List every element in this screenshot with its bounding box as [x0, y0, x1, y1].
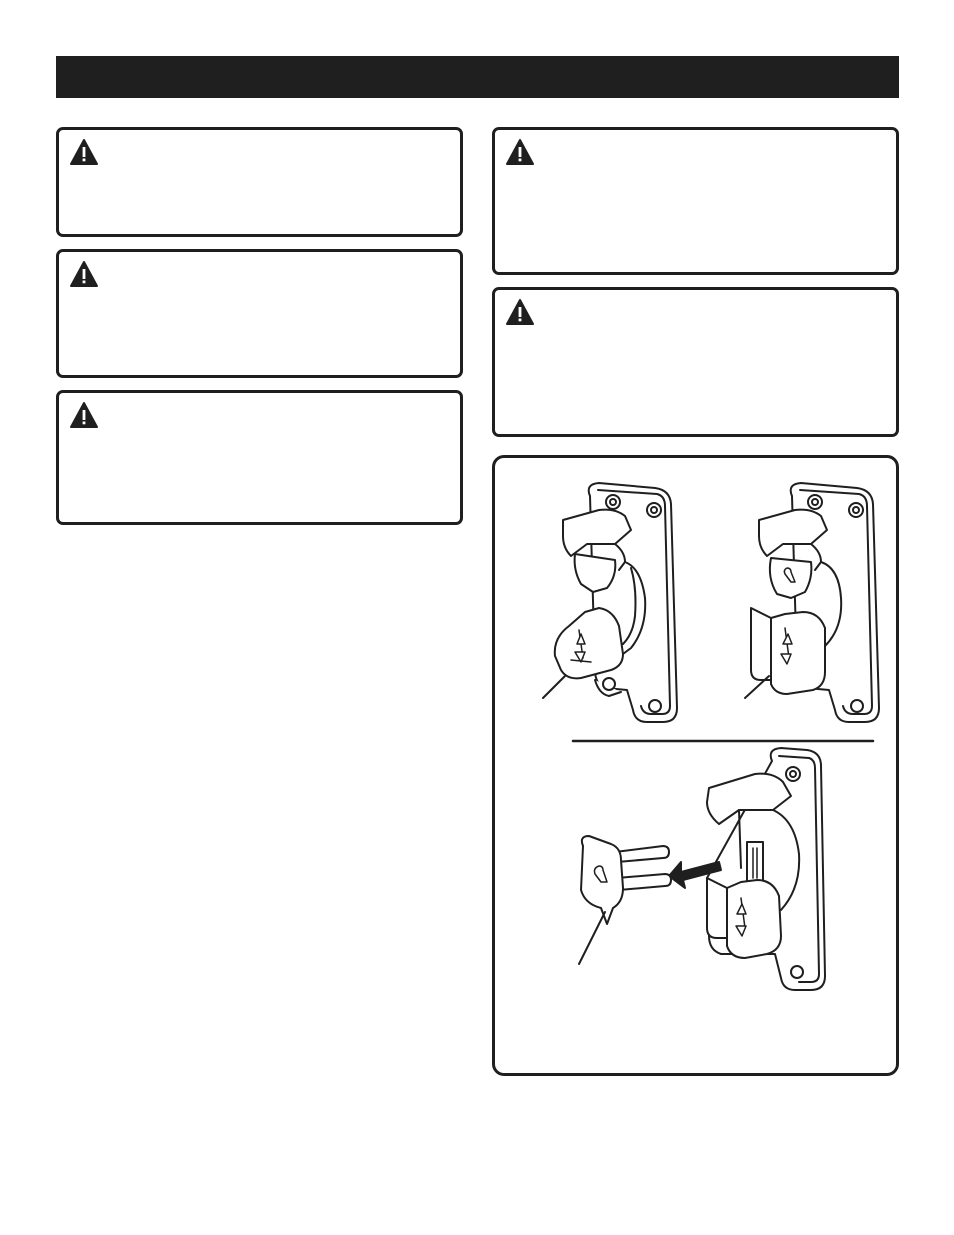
warning-box-5 [492, 287, 899, 437]
key-icon [581, 836, 671, 924]
section-header-bar [56, 56, 899, 98]
warning-triangle-icon [505, 138, 535, 166]
warning-box-3 [56, 390, 463, 525]
warning-triangle-icon [69, 401, 99, 429]
switch-unit-bottom [579, 748, 825, 990]
switch-unit-left [543, 483, 677, 722]
warning-triangle-icon [69, 260, 99, 288]
switch-unit-right [745, 483, 879, 722]
switch-illustration [495, 458, 896, 1073]
warning-box-2 [56, 249, 463, 378]
callout-line [579, 912, 605, 964]
warning-box-1 [56, 127, 463, 237]
warning-triangle-icon [505, 298, 535, 326]
warning-triangle-icon [69, 138, 99, 166]
warning-box-4 [492, 127, 899, 275]
figure-box [492, 455, 899, 1076]
